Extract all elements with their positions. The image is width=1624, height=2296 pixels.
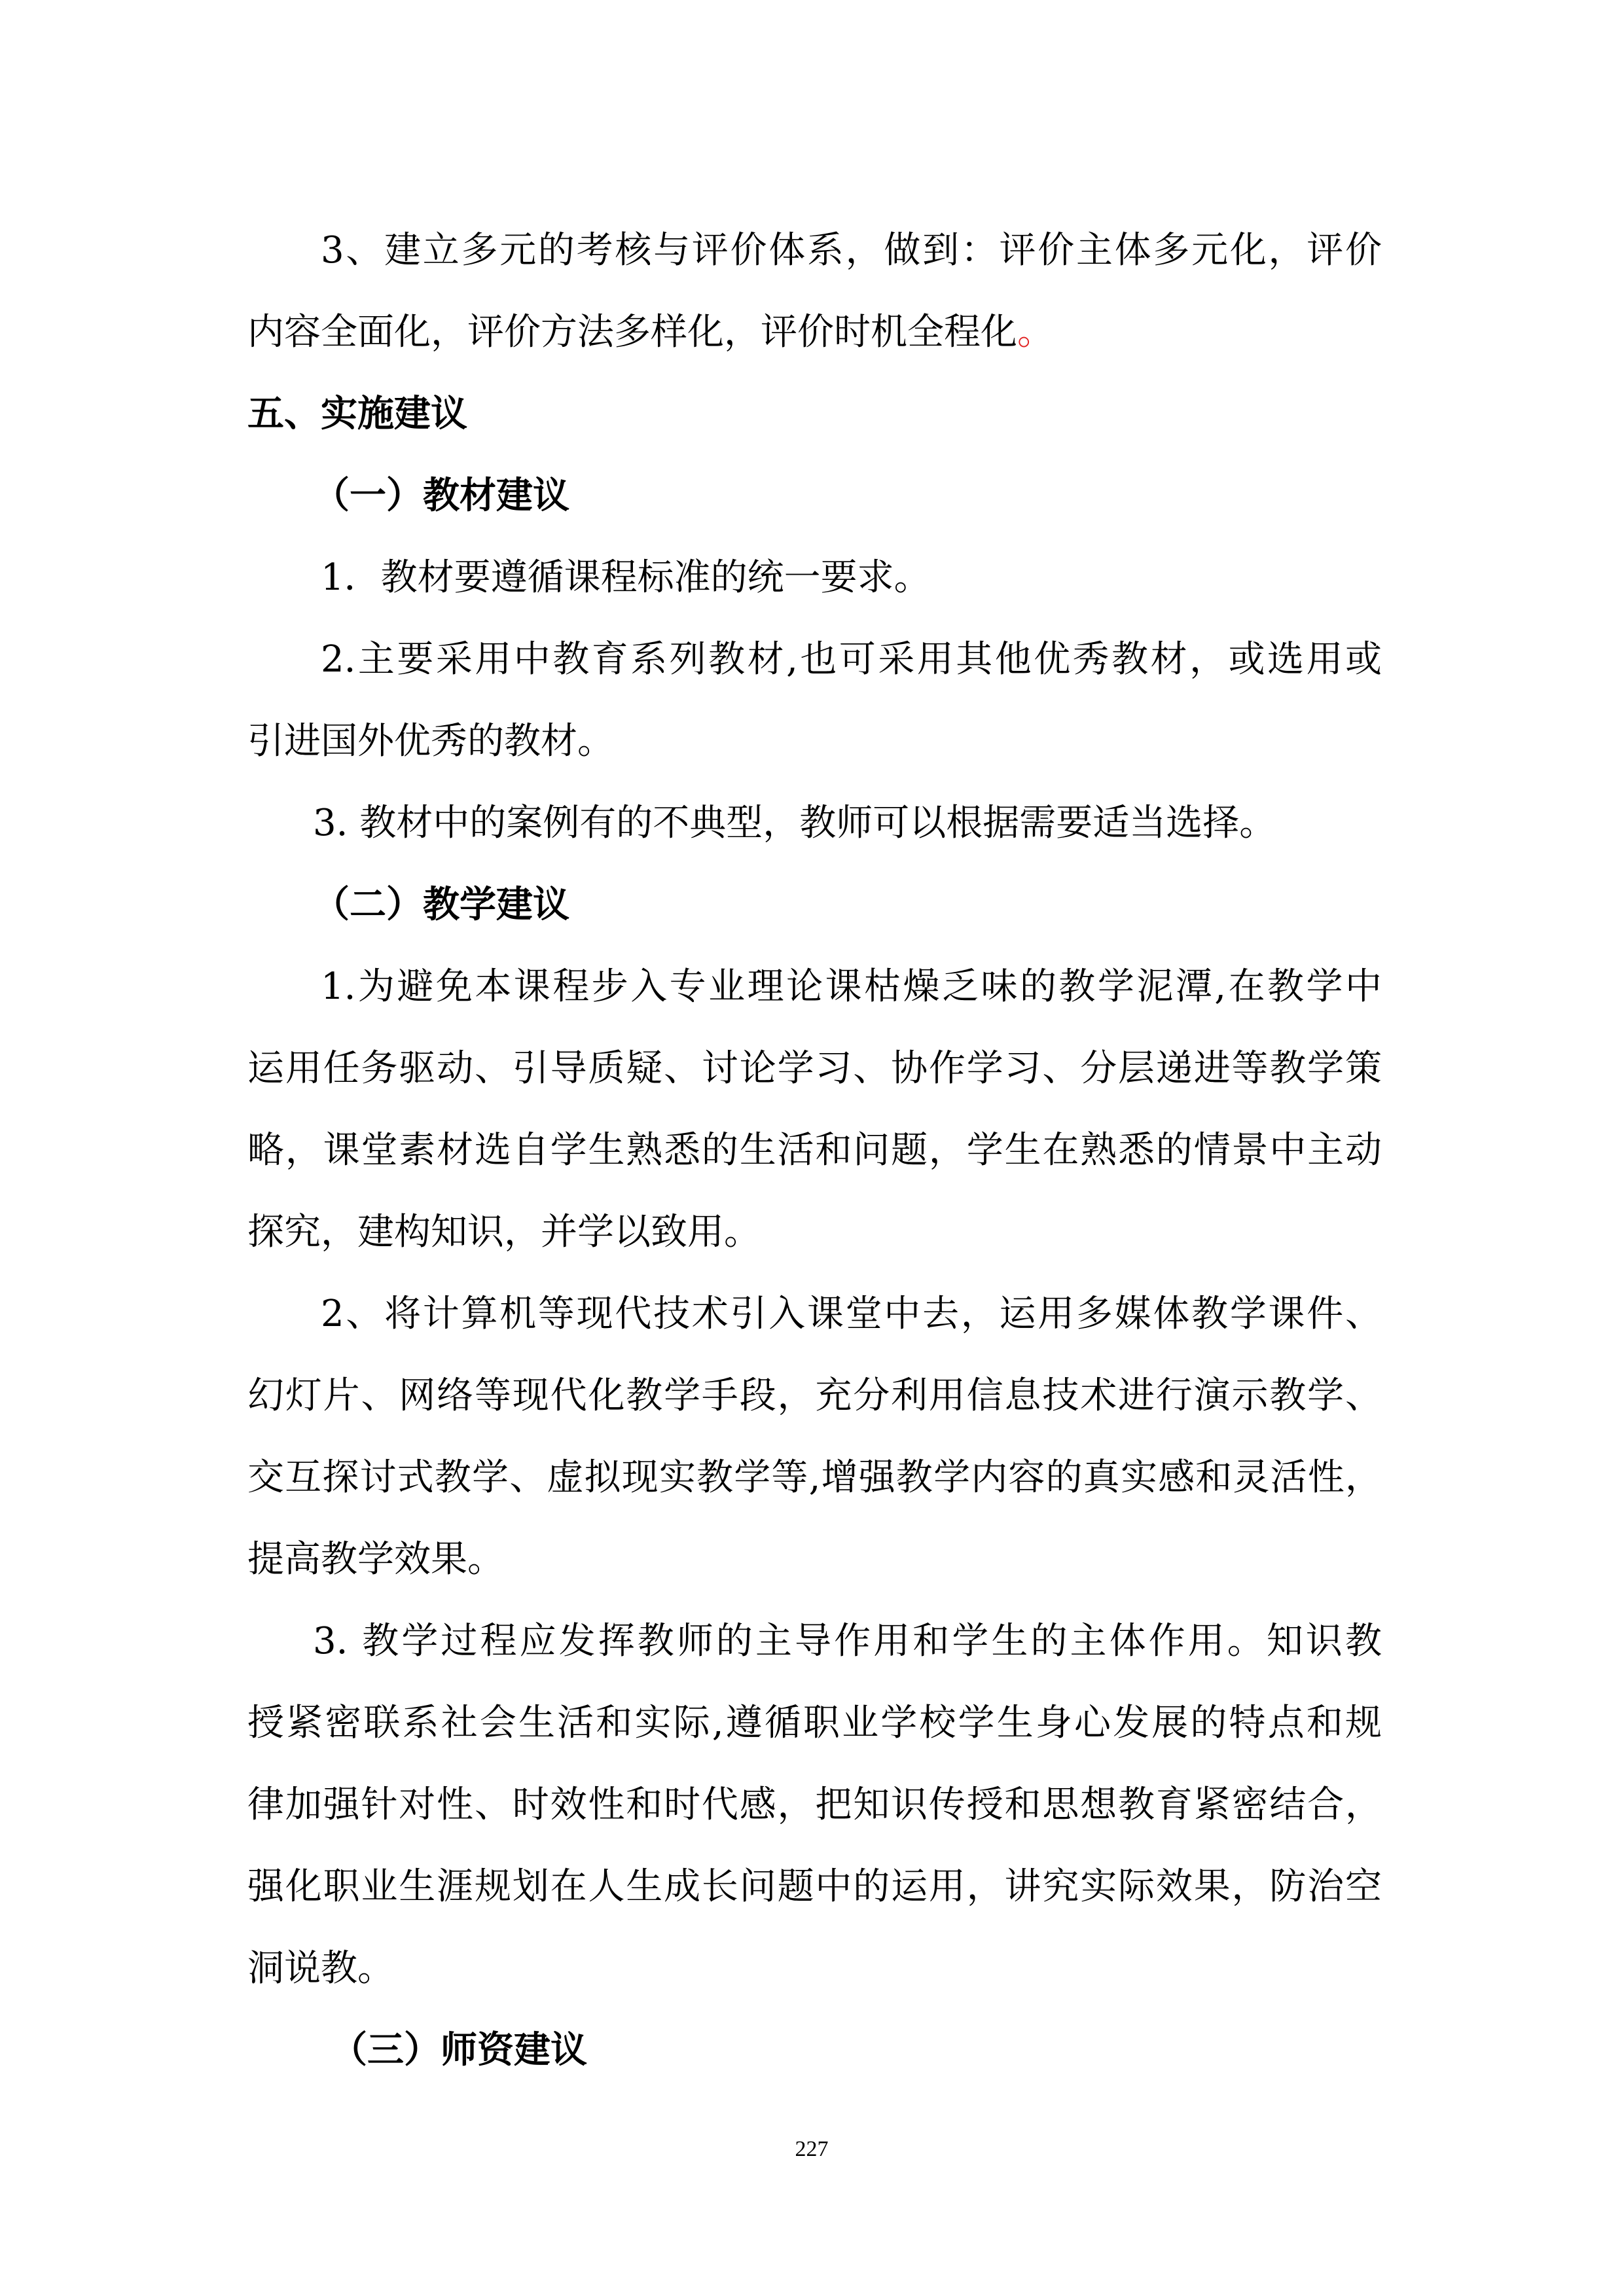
paragraph-line: 2.主要采用中教育系列教材,也可采用其他优秀教材，或选用或 <box>321 638 1382 681</box>
paragraph-line: 2、将计算机等现代技术引入课堂中去，运用多媒体教学课件、 <box>321 1293 1382 1335</box>
red-punctuation: 。 <box>1017 311 1054 353</box>
paragraph-line: 运用任务驱动、引导质疑、讨论学习、协作学习、分层递进等教学策 <box>247 1047 1382 1090</box>
paragraph-line <box>247 306 1054 359</box>
paragraph-line: 引进国外优秀的教材。 <box>247 720 614 762</box>
paragraph-line: 略，课堂素材选自学生熟悉的生活和问题，学生在熟悉的情景中主动 <box>247 1129 1382 1172</box>
paragraph-line: 强化职业生涯规划在人生成长问题中的运用，讲究实际效果，防治空 <box>247 1865 1382 1908</box>
paragraph-line: 3. 教学过程应发挥教师的主导作用和学生的主体作用。知识教 <box>313 1620 1382 1662</box>
paragraph-line: 3. 教材中的案例有的不典型，教师可以根据需要适当选择。 <box>313 802 1276 844</box>
paragraph-line: 律加强针对性、时效性和时代感，把知识传授和思想教育紧密结合， <box>247 1784 1382 1826</box>
section-heading: 五、实施建议 <box>247 393 467 435</box>
page-number: 227 <box>795 2137 829 2161</box>
paragraph-line: 提高教学效果。 <box>247 1538 504 1581</box>
paragraph-text: 内容全面化，评价方法多样化，评价时机全程化 <box>247 311 1017 353</box>
paragraph-line: 3、建立多元的考核与评价体系，做到：评价主体多元化，评价 <box>321 229 1382 272</box>
paragraph-line: 幻灯片、网络等现代化教学手段，充分利用信息技术进行演示教学、 <box>247 1374 1382 1417</box>
paragraph-line: 探究，建构知识，并学以致用。 <box>247 1211 761 1253</box>
subsection-heading: （一）教材建议 <box>313 475 569 517</box>
subsection-heading: （三）师资建议 <box>331 2029 587 2072</box>
paragraph-line: 授紧密联系社会生活和实际,遵循职业学校学生身心发展的特点和规 <box>247 1702 1382 1744</box>
paragraph-line: 1.为避免本课程步入专业理论课枯燥乏味的教学泥潭,在教学中 <box>321 965 1382 1008</box>
paragraph-line: 洞说教。 <box>247 1947 394 1990</box>
subsection-heading: （二）教学建议 <box>313 884 569 926</box>
paragraph-line: 交互探讨式教学、虚拟现实教学等,增强教学内容的真实感和灵活性， <box>247 1456 1382 1499</box>
paragraph-line: 1．教材要遵循课程标准的统一要求。 <box>321 556 931 599</box>
